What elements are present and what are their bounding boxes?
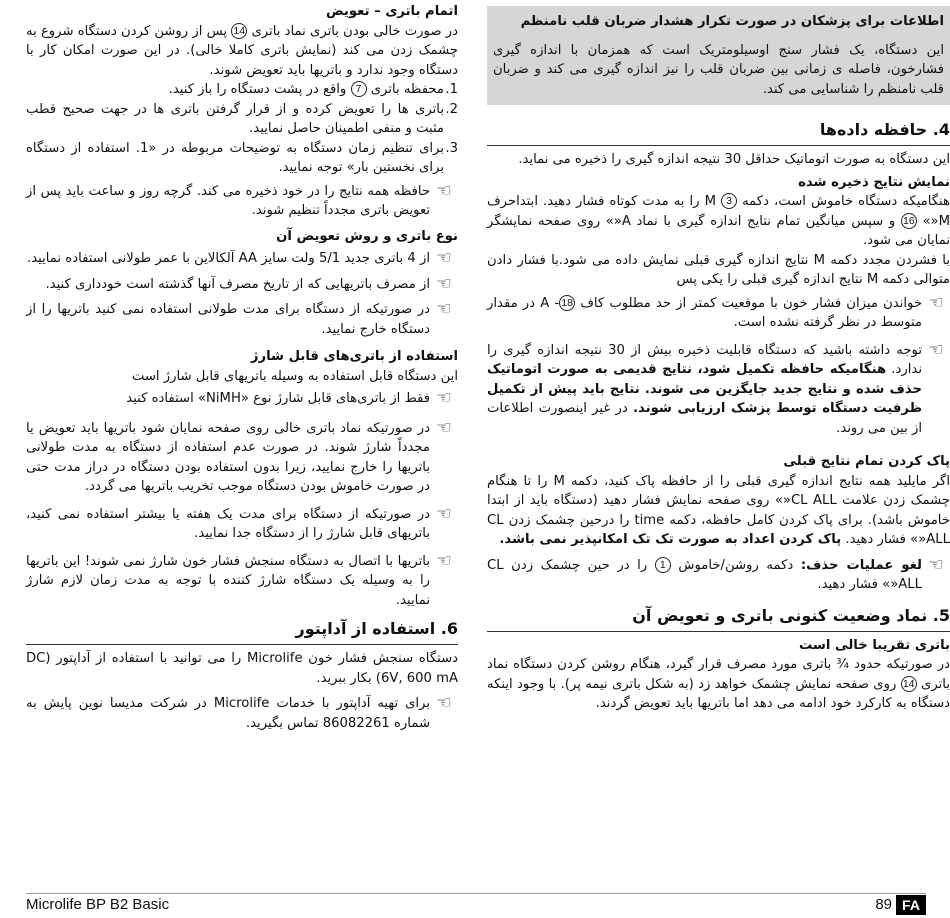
badge-3: 3 — [721, 193, 737, 209]
step-2 — [26, 100, 458, 139]
left-column — [26, 0, 458, 733]
note-adapter — [26, 694, 458, 733]
text-run: در غیر اینصورت اطلاعات از بین می روند. — [487, 401, 922, 436]
step-text: باتری ها را تعویض کرده و از قرار گرفتن باتری ها در جهت صحیح قطب مثبت و منفی اطمینان حاصل نمایید. — [26, 101, 444, 136]
arrhythmia-box-title: اطلاعات برای پزشکان در صورت تکرار هشدار ضربان قلب نامنظم — [520, 14, 944, 29]
badge-14: 14 — [231, 23, 247, 39]
battery-empty-paragraph — [26, 22, 458, 81]
step-1 — [26, 80, 458, 100]
text-run-bold: پاک کردن اعداد به صورت تک تک امکانپذیر نمی باشد. — [499, 532, 842, 547]
pointing-hand-icon: ☜ — [436, 388, 452, 408]
text-run: اگر مایلید همه نتایج اندازه گیری قبلی را از حافظه پاک کنید، دکمه M را تا هنگام چشمک زدن علامت CL ALL«» روی صفحه نمایش فشار دهید (دستگاه باید از ابتدا خاموش باشد). برای پاک کردن کامل حافظه، دکمه time را درحین چشمک زدن CL ALL«» فشار دهید. — [487, 473, 950, 547]
battery-replace-steps — [26, 80, 458, 178]
clear-results-paragraph — [487, 472, 950, 550]
step-text — [26, 80, 444, 100]
badge-14: 14 — [901, 676, 917, 692]
note-rechargeable-2 — [26, 419, 458, 497]
section-4-heading: 4. حافظه داده‌ها — [487, 119, 950, 146]
text-run: دکمه روشن/خاموش — [670, 557, 801, 573]
text-run: هنگامیکه دستگاه خاموش است، دکمه — [737, 194, 950, 209]
text-run: در صورت خالی بودن باتری نماد باتری — [247, 23, 459, 39]
note-text — [487, 341, 922, 439]
pointing-hand-icon: ☜ — [436, 693, 452, 713]
note-battery-type-1 — [26, 249, 458, 269]
text-run: روی صفحه نمایش چشمک خواهد زد (به شکل باتری نیمه پر). با وجود اینکه دستگاه به کارکرد خود ادامه می دهد اما باتریها باید تعویض گردند. — [487, 676, 950, 711]
footer-language-badge: FA — [896, 895, 926, 915]
text-run-bold: لغو عملیات حذف: — [800, 557, 922, 573]
section-4-intro: این دستگاه به صورت اتوماتیک حداقل 30 نتیجه اندازه گیری را ذخیره می نماید. — [518, 152, 950, 167]
step-number: 1. — [445, 82, 458, 97]
footer-divider — [26, 893, 926, 894]
pointing-hand-icon: ☜ — [436, 299, 452, 319]
note-battery-type-3 — [26, 300, 458, 339]
badge-16: 16 — [901, 213, 917, 229]
rechargeable-title: استفاده از باتری‌های قابل شارژ — [250, 349, 458, 364]
text-run: در صورتیکه حدود ¾ باتری مورد مصرف قرار گیرد، هنگام روشن کردن دستگاه نماد باتری — [487, 657, 950, 692]
note-rechargeable-1 — [26, 389, 458, 409]
note-text: در صورتیکه از دستگاه برای مدت طولانی استفاده نمی کنید باتریها را از دستگاه خارج نمایید. — [26, 302, 430, 337]
battery-empty-title: اتمام باتری – تعویض — [325, 4, 458, 19]
section-6-heading: 6. استفاده از آداپتور — [26, 618, 458, 645]
pointing-hand-icon: ☜ — [436, 417, 452, 438]
note-battery-type-2 — [26, 275, 458, 295]
battery-almost-empty-title: باتری تقریبا خالی است — [798, 637, 950, 653]
pointing-hand-icon: ☜ — [436, 550, 452, 571]
note-memory-capacity — [487, 341, 950, 439]
note-memory-retained — [26, 182, 458, 221]
note-text — [487, 556, 922, 595]
footer-product-name: Microlife BP B2 Basic — [26, 896, 170, 913]
section-5-heading: 5. نماد وضعیت کنونی باتری و تعویض آن — [487, 605, 950, 632]
text-run-bold: هنگامیکه حافظه تکمیل شود، نتایج قدیمی به صورت اتوماتیک حذف شده و نتایج جدید جایگزین می شوند. نتایج باید پیش از تکمیل ظرفیت دستگاه توسط پزشک ارزیابی شوند. — [487, 362, 922, 416]
badge-7: 7 — [351, 81, 367, 97]
text-run: و سپس میانگین تمام نتایج اندازه گیری با نماد A«» روی صفحه نمایشگر نمایان می شود. — [487, 213, 950, 248]
pointing-hand-icon: ☜ — [928, 292, 944, 313]
note-cuff-position — [487, 294, 950, 333]
badge-1: 1 — [655, 557, 671, 573]
right-column — [487, 0, 950, 714]
note-text: باتریها با اتصال به دستگاه سنجش فشار خون شارژ نمی شوند! این باتریها را به وسیله یک دستگاه شارژ کننده با توجه به مدت زمان لازم شارژ نمایید. — [26, 553, 430, 608]
pointing-hand-icon: ☜ — [928, 339, 944, 360]
text-run: M را به مدت کوتاه فشار دهید. ابتداحرف M«» — [487, 194, 950, 229]
badge-18: 18 — [559, 295, 575, 311]
arrhythmia-info-box — [487, 6, 950, 105]
note-text — [487, 294, 922, 333]
clear-results-title: پاک کردن تمام نتایج قبلی — [783, 454, 950, 469]
pointing-hand-icon: ☜ — [436, 273, 452, 294]
view-results-paragraph-2: با فشردن مجدد دکمه M نتایج اندازه گیری قبلی نمایش داده می شود.با فشار دادن متوالی دکمه M نتایج اندازه گیری قبلی را یکی پس — [487, 252, 950, 287]
step-number: 3. — [445, 140, 458, 156]
footer-page-number: 89 — [875, 896, 892, 913]
note-text: از 4 باتری جدید 5/1 ولت سایز AA آلکالاین با عمر طولانی استفاده نمایید. — [27, 251, 430, 266]
note-text: در صورتیکه نماد باتری خالی روی صفحه نمایان شود باتریها باید تعویض یا مجدداً شارژ شوند. در صورت عدم استفاده از دستگاه به مدت طولانی باتریها را خارج نمایید، زیرا بدون استفاده بودن دستگاه در دراز مدت حتی در صورت خاموش بودن دستگاه موجب تخریب باتریها می گردد. — [26, 420, 430, 494]
note-text: در صورتیکه از دستگاه برای مدت یک هفته یا بیشتر استفاده نمی کنید، باتریهای قابل شارژ را از دستگاه جدا نمایید. — [26, 506, 430, 541]
pointing-hand-icon: ☜ — [436, 180, 452, 201]
note-text: از مصرف باتریهایی که از تاریخ مصرف آنها گذشته است خودداری کنید. — [45, 276, 430, 292]
text-run: واقع در پشت دستگاه را باز کنید. — [168, 82, 351, 97]
step-3 — [26, 139, 458, 178]
note-text: حافظه همه نتایج را در خود ذخیره می کند. گرچه روز و ساعت باید پس از تعویض باتری مجدداً تنظیم شوند. — [26, 183, 430, 218]
battery-type-title: نوع باتری و روش تعویض آن — [276, 228, 458, 244]
arrhythmia-box-body: این دستگاه، یک فشار سنج اوسیلومتریک است که همزمان با اندازه گیری فشارخون، فاصله ی زمانی بین ضربان قلب را نیز اندازه گیری می کند و ضربان قلب نامنظم را شناسایی می کند. — [493, 42, 944, 97]
note-text: برای تهیه آداپتور با خدمات Microlife در شرکت مدیسا نوین پایش به شماره 86082261 تماس بگیرید. — [26, 696, 430, 731]
text-run: محفظه باتری — [366, 82, 444, 97]
adapter-paragraph: دستگاه سنجش فشار خون Microlife را می توانید با استفاده از آداپتور (DC 6V, 600 mA) بکار ببرید. — [26, 651, 458, 686]
note-cancel-delete — [487, 556, 950, 595]
text-run: توجه داشته باشید که دستگاه قابلیت ذخیره بیش از 30 نتیجه اندازه گیری را ندارد. — [487, 342, 922, 377]
note-text: فقط از باتری‌های قابل شارژ نوع «NiMH» استفاده کنید — [126, 391, 430, 406]
battery-almost-empty-body — [487, 655, 950, 714]
pointing-hand-icon: ☜ — [436, 248, 452, 268]
text-run: خواندن میزان فشار خون با موقعیت کمتر از حد مطلوب کاف — [575, 295, 923, 311]
step-number: 2. — [445, 101, 458, 117]
note-rechargeable-4 — [26, 552, 458, 611]
text-run: را در حین چشمک زدن CL ALL«» فشار دهید. — [487, 557, 922, 592]
view-results-paragraph-1 — [487, 192, 950, 251]
text-run: پس از روشن کردن دستگاه شروع به چشمک زدن می کند (نمایش باتری کاملا خالی). در این صورت امکان کار با دستگاه وجود ندارد و باتریها باید تعویض شوند. — [26, 23, 458, 78]
pointing-hand-icon: ☜ — [436, 503, 452, 524]
step-text: برای تنظیم زمان دستگاه به توضیحات مربوطه در «1. استفاده از دستگاه برای نخستین بار» توجه نمایید. — [26, 140, 444, 175]
pointing-hand-icon: ☜ — [928, 554, 944, 575]
view-results-title: نمایش نتایج ذخیره شده — [798, 174, 950, 190]
rechargeable-intro: این دستگاه قابل استفاده به وسیله باتریهای قابل شارژ است — [131, 368, 458, 384]
note-rechargeable-3 — [26, 505, 458, 544]
text-run: - A در مقدار متوسط در نظر گرفته نشده است. — [487, 295, 922, 330]
